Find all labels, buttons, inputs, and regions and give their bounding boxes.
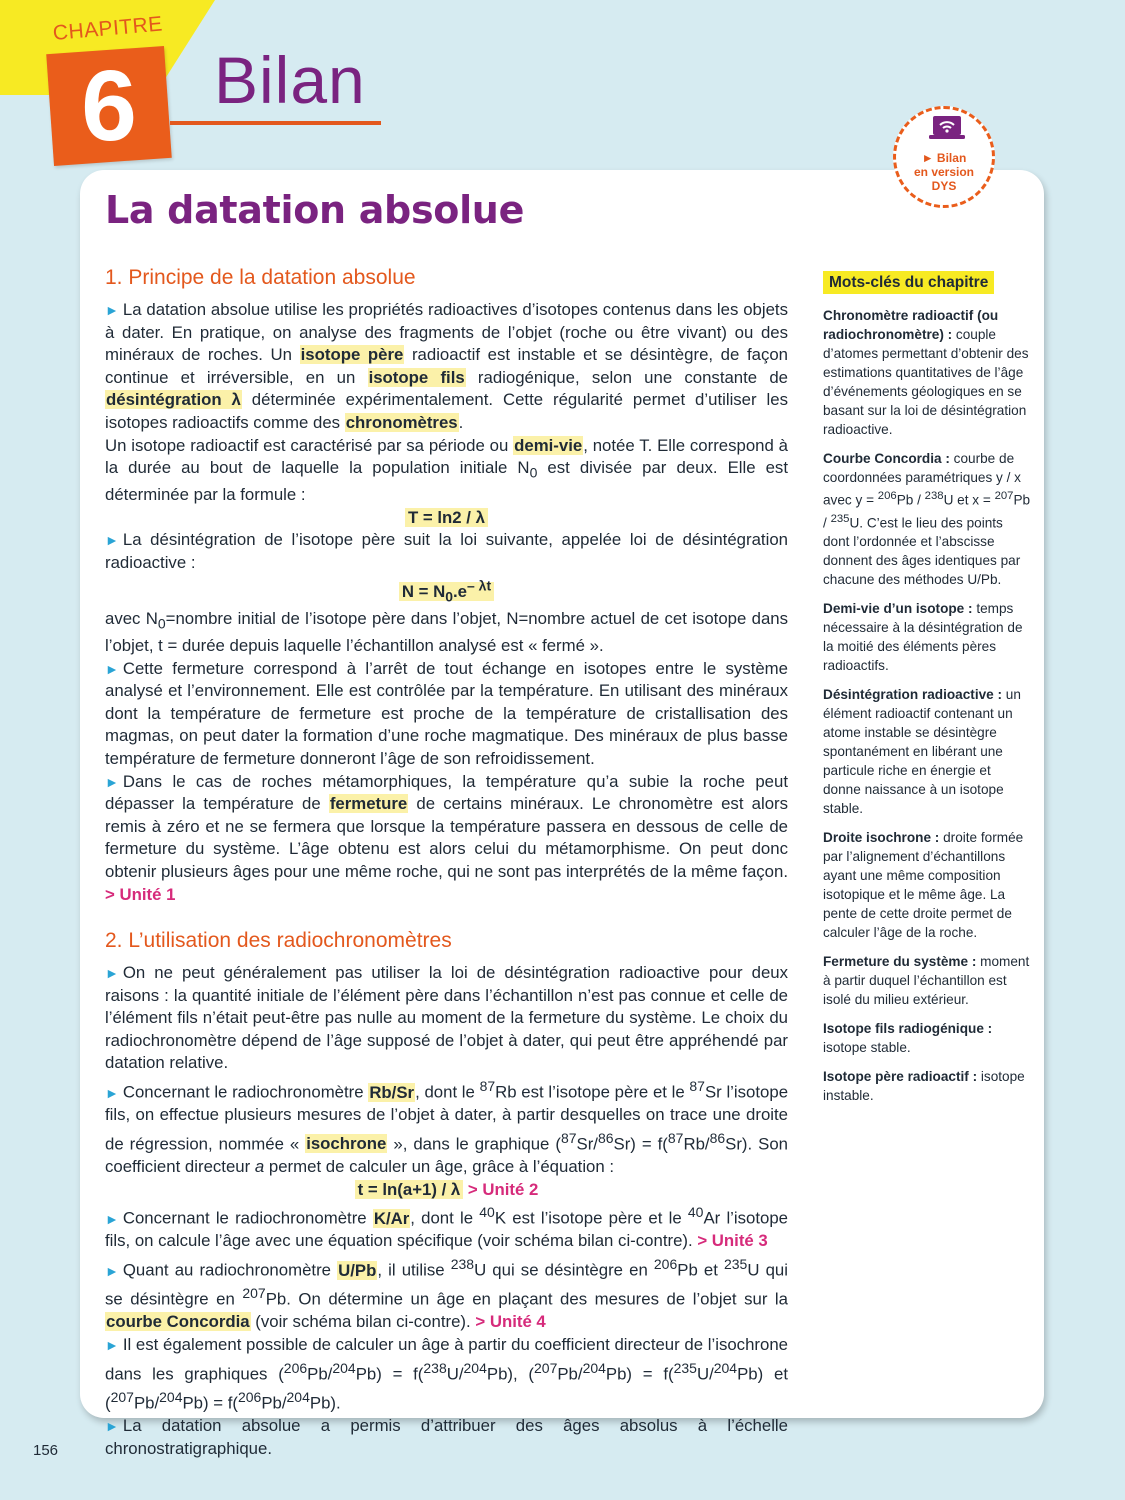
keywords-sidebar <box>823 271 1031 1115</box>
formula: T = ln2 / λ <box>105 507 788 530</box>
keyword-entry: Désintégration radioactive : un élément radioactif contenant un atome instable se désintègre spontanément en libérant une particule riche en énergie et donne naissance à un isotope stable. <box>823 687 1021 817</box>
keyword-entry: Isotope père radioactif : isotope instable. <box>823 1069 1025 1104</box>
section-heading: 2. L’utilisation des radiochronomètres <box>105 929 452 953</box>
unit-link[interactable]: > Unité 4 <box>475 1312 546 1332</box>
paragraph: Un isotope radioactif est caractérisé par sa période ou demi-vie, notée T. Elle correspond à la durée au bout de laquelle la population initiale $N_0$ est divisée par deux. Elle est déterminée par la formule : <box>105 435 788 505</box>
bullet-triangle-icon: ► <box>105 773 119 790</box>
bullet-triangle-icon: ► <box>105 1262 119 1279</box>
keyword-entry: Chronomètre radioactif (ou radiochronomètre) : couple d’atomes permettant d’obtenir des estimations quantitatives de l’âge d’événements géologiques en se basant sur la loi de désintégration radioactive. <box>823 308 1029 437</box>
formula: t = ln(a+1) / λ > Unité 2 <box>105 1179 788 1202</box>
dys-label: ► Bilan en version DYS <box>913 151 975 193</box>
bullet-triangle-icon: ► <box>105 1210 119 1227</box>
sidebar-title: Mots-clés du chapitre <box>823 271 994 294</box>
keyword-entry: Isotope fils radiogénique : isotope stable. <box>823 1021 993 1056</box>
paragraph: ► La datation absolue utilise les propriétés radioactives d’isotopes contenus dans les objets à dater. En pratique, on analyse des fragments de l’objet (roche ou être vivant) ou des minéraux de roches. Un isotope père radioactif est instable et se désintègre, de façon continue et irréversible, en un isotope fils radiogénique, selon une constante de désintégration λ déterminée expérimentalement. Cette régularité permet d’utiliser les isotopes radioactifs comme des chronomètres. <box>105 300 789 432</box>
paragraph: avec $N_0=nombre$ initial de l’isotope père dans l’objet, N=nombre actuel de cet isotope dans l’objet, t = durée depuis laquelle l’échantillon analysé est « fermé ». <box>105 609 789 655</box>
paragraph: ► Concernant le radiochronomètre Rb/Sr, dont le $^{87}$Rb est l’isotope père et le $^{87}$Sr l’isotope fils, on effectue plusieurs mesures de l’objet à dater, à partir desquelles on trace une droite de régression, nommée « isochrone », dans le graphique ($^{87}$Sr/$^{86}$Sr) = f($^{87}$Rb/$^{86}$Sr). Son coefficient directeur a permet de calculer un âge, grâce à l’équation : <box>105 1078 789 1177</box>
keyword-entry: Courbe Concordia : courbe de coordonnées paramétriques y / x avec y = $^{206}$Pb / $^{238}$U et x = $^{207}$Pb / $^{235}$U. C’est le lieu des points dont l’ordonnée et l’abscisse donnent des âges identiques par chacune des méthodes U/Pb. <box>823 451 1031 588</box>
section-heading: 1. Principe de la datation absolue <box>105 266 416 289</box>
unit-link[interactable]: > Unité 2 <box>467 1179 539 1199</box>
laptop-wifi-icon <box>927 112 967 146</box>
bullet-triangle-icon: ► <box>105 302 119 318</box>
paragraph: ► Il est également possible de calculer un âge à partir du coefficient directeur de l’isochrone dans les graphiques ($^{206}$Pb/$^{204}$Pb) = f($^{238}$U/$^{204}$Pb), ($^{207}$Pb/$^{204}$Pb) = f($^{235}$U/$^{204}$Pb) et ($^{207}$Pb/$^{204}$Pb) = f($^{206}$Pb/$^{204}$Pb). <box>105 1334 788 1413</box>
unit-link[interactable]: > Unité 1 <box>105 884 176 904</box>
paragraph: ► Dans le cas de roches métamorphiques, la température qu’a subie la roche peut dépasser la température de fermeture de certains minéraux. Le chronomètre est alors remis à zéro et ne se fermera que lorsque la température passera en dessous de celle de fermeture du système. L’âge obtenu est alors celui du métamorphisme. On peut donc obtenir plusieurs âges pour une même roche, qui ne sont pas interprétés de la même façon. > Unité 1 <box>105 771 789 904</box>
chapter-label: CHAPITRE <box>51 12 164 46</box>
main-column <box>105 265 788 1460</box>
keyword-entry: Droite isochrone : droite formée par l’alignement d’échantillons ayant une même composition isotopique et le même âge. La pente de cette droite permet de calculer l’âge de la roche. <box>823 830 1024 941</box>
bullet-triangle-icon: ► <box>105 1336 119 1353</box>
bullet-triangle-icon: ► <box>105 965 119 982</box>
paragraph: ► On ne peut généralement pas utiliser la loi de désintégration radioactive pour deux raisons : la quantité initiale de l’élément père dans l’échantillon n’est pas connue et celle de l’élément fils n’était peut-être pas nulle au moment de la fermeture du système. Le choix du radiochronomètre dépend de l’âge supposé de l’objet à dater, qui peut être appréhendé par datation relative. <box>105 963 788 1073</box>
formula: $N = N_0.e^{- \lambda t}$ <box>105 574 788 608</box>
bullet-triangle-icon: ► <box>105 532 119 549</box>
paragraph: ► La datation absolue a permis d’attribuer des âges absolus à l’échelle chronostratigraphique. <box>105 1415 788 1458</box>
section-title: Bilan <box>214 43 366 117</box>
chapter-number: 6 <box>81 50 137 162</box>
bullet-triangle-icon: ► <box>105 1084 119 1101</box>
dys-version-badge[interactable] <box>893 106 995 208</box>
keyword-entry: Demi-vie d’un isotope : temps nécessaire à la désintégration de la moitié des éléments pères radioactifs. <box>823 601 1023 674</box>
page-title: La datation absolue <box>105 188 525 232</box>
unit-link[interactable]: > Unité 3 <box>697 1231 768 1251</box>
title-underline <box>170 121 381 125</box>
keyword-entry: Fermeture du système : moment à partir duquel l’échantillon est isolé du milieu extérieur. <box>823 954 1030 1008</box>
page-number: 156 <box>33 1442 59 1459</box>
paragraph: ► Concernant le radiochronomètre K/Ar, dont le $^{40}$K est l’isotope père et le $^{40}$Ar l’isotope fils, on calcule l’âge avec une équation spécifique (voir schéma bilan ci-contre). > Unité 3 <box>105 1204 789 1251</box>
paragraph: ► Quant au radiochronomètre U/Pb, il utilise $^{238}$U qui se désintègre en $^{206}$Pb et $^{235}$U qui se désintègre en $^{207}$Pb. On détermine un âge en plaçant des mesures de l’objet sur la courbe Concordia (voir schéma bilan ci-contre). > Unité 4 <box>105 1256 788 1332</box>
bullet-triangle-icon: ► <box>105 1417 119 1434</box>
paragraph: ► La désintégration de l’isotope père suit la loi suivante, appelée loi de désintégration radioactive : <box>105 530 788 572</box>
bullet-triangle-icon: ► <box>105 660 119 677</box>
paragraph: ► Cette fermeture correspond à l’arrêt de tout échange en isotopes entre le système analysé et l’environnement. Elle est contrôlée par la température. En utilisant des minéraux dont la température de fermeture est proche de la température de cristallisation des magmas, on peut dater la formation d’une roche magmatique. Des minéraux de plus basse température de fermeture donneront l’âge de son refroidissement. <box>105 658 788 768</box>
